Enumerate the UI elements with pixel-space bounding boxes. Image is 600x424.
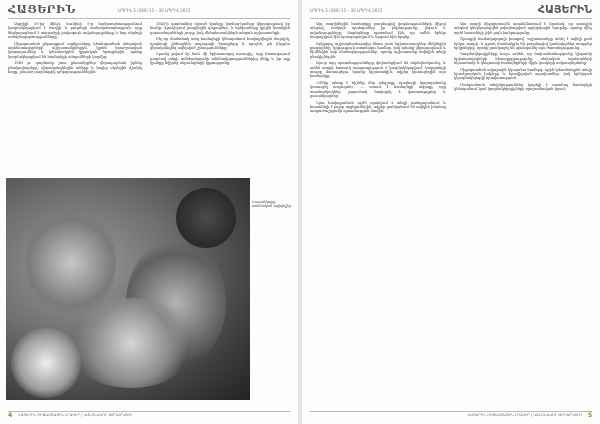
left-column-2: [150, 22, 290, 68]
left-page: [0, 0, 298, 424]
paragraph: Ծրագրի համակարգողի խոսքով՝ աշխատանքը տևել է ավելի քան երկու տարի, և դրան մասնակցել են բազմաթիվ կամավորներ տարբեր երկրներից, որոնք ցանկացել են պահպանել այս ժառանգությունը:: [454, 37, 592, 51]
page-number: 5: [587, 412, 592, 419]
paragraph: «Մենք պետք է հիշենք մեր անցյալը, որպեսզի կարողանանք կառուցել ապագան», — ասում է համայնքի ավագը, որը տասնամյակներ շարունակ հավաքել է փաստաթղթեր և լուսանկարներ:: [310, 80, 446, 99]
left-footer: [8, 411, 290, 419]
paragraph: Մանրամասն տեղեկություններ կարելի է ստանալ համայնքի կենտրոնում կամ կազմակերպիչների պաշտոնական էջում:: [454, 82, 592, 92]
right-column-1: [310, 22, 446, 116]
right-page: [302, 0, 600, 424]
right-column-2: [454, 22, 592, 94]
paragraph: 1943-ի գարնանից սկսած կյանքը կամաց-կամաց վերադարձավ իր հունը: Գյուղերում բացվեցին դպրոցներ, և երեխաները կրկին նստեցին դասասեղանների շուրջ, իսկ մեծահասակներն անցան աշխատանքի:: [150, 22, 290, 35]
header-rule: [310, 18, 592, 19]
photo-caption: Լուսանկարը՝ անձնական արխիվից: [252, 200, 291, 209]
page-number: 4: [8, 412, 13, 419]
paragraph: Այդ տարիներին համայնքը բազմաթիվ փորձությունների միջով անցավ, սակայն պահպանեց իր ինքնությունը, լեզուն և ավանդույթները: Տարեցները պատմում էին, որ ամեն երեկո հավաքվում էին հրապարակում և երգում հին երգեր:: [310, 22, 446, 40]
paragraph: Նրանց թվում էր նաև մի երիտասարդ ուսուցիչ, որը հետագայում դարձավ տեղի ամենահայտնի անձնավորություններից մեկը և իր ողջ կյանքը նվիրեց սերունդների կրթությանը:: [150, 52, 290, 66]
right-footer: [310, 411, 592, 419]
footer-text: ՀԱՅԵՐԻՆ ՄԻՋԱԶԳԱՅԻՆ ԼՐԱԳԻՐ | ԿԱՆՈՆԱՎՈՐ ԹՈՂԱՐԿՈՒՄ: [18, 413, 133, 417]
right-header: [310, 4, 592, 16]
footer-text: ՀԱՅԵՐԻՆ ՄԻՋԱԶԳԱՅԻՆ ԼՐԱԳԻՐ | ԿԱՆՈՆԱՎՈՐ ԹՈՂԱՐԿՈՒՄ: [467, 413, 582, 417]
historical-photo: [6, 178, 250, 400]
paragraph: Ապրիլի 20-ից մինչև հունիսի 5-ը հանրապետությունում կազմակերպվում է ծաղկի և բույսերի տոնակատարություն, որը ներկայացնում է տարածքի լավագույն ավանդույթները և նոր սերնդի ստեղծագործությունները:: [8, 22, 142, 40]
paragraph: Ինչ-որ ժամանակ անց համայնքի կենտրոնում հավաքվեցին մարդիկ, որպեսզի քննարկեն ապագայի ծրագրերը և որոշեն, թե ինչպես վերականգնել ավերված շինությունները:: [150, 37, 290, 51]
issue-line: ԱՊՐԻԼ 2 (280) 15 – 30 ԱՊՐԻԼ 2021: [118, 8, 191, 13]
paragraph: Երկրորդ աշխարհամարտից հետո շատ երիտասարդներ մեկնեցին քաղաքներ՝ կրթություն ստանալու համար, իսկ ոմանք վերադարձան և հիմնեցին նոր ձեռնարկություններ, որոնք աշխատանք տվեցին տեղի բնակիչներին:: [310, 41, 446, 59]
paragraph: Այսօր այդ պատմությունները փոխանցվում են սերնդեսերունդ, և ամեն տարի հատուկ արարողություն է կազմակերպվում՝ հարգանքի տուրք մատուցելու նրանց հիշատակին, ովքեր կառուցեցին այս համայնքը:: [310, 61, 446, 79]
issue-line: ԱՊՐԻԼ 2 (280) 15 – 30 ԱՊՐԻԼ 2021: [310, 8, 383, 13]
paragraph: Նրա հավաքածուն այժմ պահվում է տեղի թանգարանում և հասանելի է բոլոր այցելուներին, ովքեր ցանկանում են ավելին իմանալ տարածաշրջանի պատմության մասին:: [310, 100, 446, 114]
header-rule: [8, 18, 290, 19]
paragraph: Այս տարի միջոցառումն առանձնանում է նրանով, որ առաջին անգամ կներկայացվեն թվայնացված արխիվային նյութեր, որոնք մինչ այժմ հասանելի չէին լայն հանրությանը:: [454, 22, 592, 35]
left-header: [8, 4, 290, 16]
masthead-logo: ՀԱՅԵՐԻՆ: [8, 3, 76, 16]
left-column-1: [8, 22, 142, 76]
paragraph: 1943 թ. գարնանը շատ ընտանիքներ վերադարձան իրենց բնակավայրերը, վերականգնեցին տները և նորից սկսեցին մշակել հողը, չնայած բազմաթիվ դժվարություններին:: [8, 61, 142, 75]
masthead-logo: ՀԱՅԵՐԻՆ: [537, 3, 592, 16]
paragraph: Միջոցառման ընթացքում այցելուները կծանոթանան տեղական արհեստավորների աշխատանքներին, կլսեն երաժշտական կատարումներ և կմասնակցեն կրթական ծրագրերին, որոնք կազմակերպվում են համայնքի անդամների կողմից:: [8, 41, 142, 59]
paragraph: Կազմակերպիչները հույս ունեն, որ նախաձեռնությունը կխթանի երիտասարդների հետաքրքրությունը սեփական արմատների նկատմամբ և կնպաստի համայնքների միջև կապերի ամրապնդմանը:: [454, 52, 592, 66]
paragraph: Միջոցառման ավարտին կկայանա համերգ, որին կմասնակցեն տեղի երաժշտական խմբերը և հրավիրված արտիստներ, իսկ երեկոյան կկազմակերպվի հրավառություն:: [454, 67, 592, 81]
